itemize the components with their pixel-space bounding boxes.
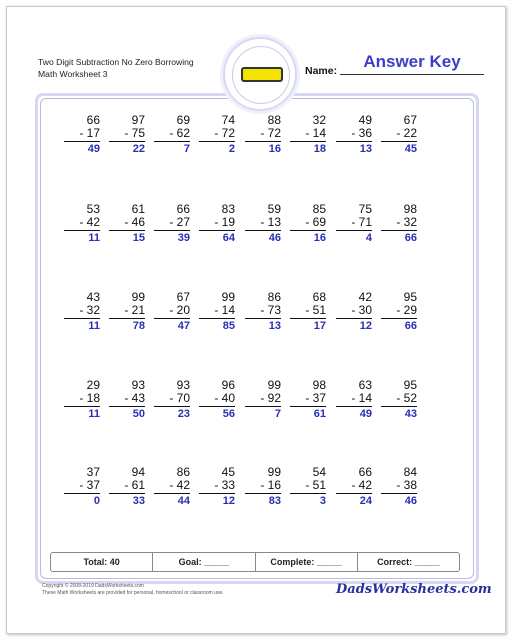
subtrahend: - 14 (214, 303, 235, 317)
answer: 49 (359, 408, 372, 420)
minuend: 54 (312, 465, 326, 479)
subtrahend: - 37 (79, 478, 100, 492)
footer-bar (50, 552, 460, 572)
answer: 18 (313, 143, 326, 155)
subtrahend: - 13 (260, 215, 281, 229)
minuend: 74 (221, 113, 235, 127)
answer: 44 (177, 495, 190, 507)
answer: 2 (228, 143, 235, 155)
subtrahend: - 42 (351, 478, 372, 492)
answer: 66 (404, 320, 417, 332)
minuend: 45 (221, 465, 235, 479)
footer-goal: Goal: _____ (153, 553, 255, 571)
minuend: 86 (267, 290, 281, 304)
subtrahend: - 46 (124, 215, 145, 229)
answer: 22 (132, 143, 145, 155)
problem-item (154, 379, 190, 421)
worksheet-title: Two Digit Subtraction No Zero Borrowing (38, 57, 194, 67)
minuend: 93 (176, 378, 190, 392)
problem-item (64, 379, 100, 421)
problem-item (290, 291, 326, 333)
answer: 3 (319, 495, 326, 507)
problem-item (64, 203, 100, 245)
subtrahend: - 22 (396, 126, 417, 140)
problem-item (245, 466, 281, 508)
subtrahend: - 36 (351, 126, 372, 140)
problem-item (245, 379, 281, 421)
subtrahend: - 42 (79, 215, 100, 229)
minuend: 99 (267, 378, 281, 392)
minuend: 98 (403, 202, 417, 216)
subtrahend: - 21 (124, 303, 145, 317)
answer: 83 (268, 495, 281, 507)
worksheet-subtitle: Math Worksheet 3 (38, 69, 108, 79)
subtrahend: - 18 (79, 391, 100, 405)
minuend: 85 (312, 202, 326, 216)
subtrahend: - 29 (396, 303, 417, 317)
problem-item (154, 466, 190, 508)
minuend: 67 (403, 113, 417, 127)
minuend: 66 (86, 113, 100, 127)
answer: 66 (404, 232, 417, 244)
problem-item (381, 203, 417, 245)
minuend: 95 (403, 378, 417, 392)
subtrahend: - 17 (79, 126, 100, 140)
problem-item (381, 466, 417, 508)
minuend: 86 (176, 465, 190, 479)
pencil-badge-inner (232, 46, 290, 104)
minuend: 84 (403, 465, 417, 479)
problem-item (109, 291, 145, 333)
answer: 64 (222, 232, 235, 244)
minuend: 99 (131, 290, 145, 304)
subtrahend: - 14 (305, 126, 326, 140)
answer: 46 (268, 232, 281, 244)
answer: 61 (313, 408, 326, 420)
minuend: 53 (86, 202, 100, 216)
problem-item (64, 114, 100, 156)
name-label: Name: (305, 65, 338, 77)
answer: 78 (132, 320, 145, 332)
answer: 85 (222, 320, 235, 332)
subtrahend: - 32 (396, 215, 417, 229)
problem-item (109, 114, 145, 156)
minuend: 63 (358, 378, 372, 392)
subtrahend: - 69 (305, 215, 326, 229)
answer: 24 (359, 495, 372, 507)
minuend: 66 (358, 465, 372, 479)
minuend: 93 (131, 378, 145, 392)
problem-item (336, 466, 372, 508)
subtrahend: - 72 (260, 126, 281, 140)
minuend: 37 (86, 465, 100, 479)
problem-item (381, 114, 417, 156)
problem-item (64, 466, 100, 508)
subtrahend: - 40 (214, 391, 235, 405)
answer: 17 (313, 320, 326, 332)
subtrahend: - 27 (169, 215, 190, 229)
answer: 11 (88, 232, 100, 244)
minuend: 88 (267, 113, 281, 127)
problem-item (154, 114, 190, 156)
answer: 13 (268, 320, 281, 332)
subtrahend: - 42 (169, 478, 190, 492)
minuend: 99 (221, 290, 235, 304)
pencil-badge (223, 37, 297, 111)
subtrahend: - 30 (351, 303, 372, 317)
answer: 11 (88, 408, 100, 420)
problem-item (381, 291, 417, 333)
problem-item (109, 379, 145, 421)
subtrahend: - 51 (305, 303, 326, 317)
minuend: 75 (358, 202, 372, 216)
subtrahend: - 37 (305, 391, 326, 405)
subtrahend: - 73 (260, 303, 281, 317)
name-underline (340, 74, 484, 75)
minuend: 96 (221, 378, 235, 392)
subtrahend: - 16 (260, 478, 281, 492)
minuend: 66 (176, 202, 190, 216)
footer-total: Total: 40 (51, 553, 153, 571)
problem-item (336, 114, 372, 156)
problem-item (290, 466, 326, 508)
copyright-notice (42, 583, 224, 596)
answer: 12 (359, 320, 372, 332)
minuend: 98 (312, 378, 326, 392)
answer: 4 (365, 232, 372, 244)
answer: 16 (268, 143, 281, 155)
problem-item (290, 203, 326, 245)
problem-item (199, 291, 235, 333)
subtrahend: - 14 (351, 391, 372, 405)
minuend: 59 (267, 202, 281, 216)
answer: 56 (222, 408, 235, 420)
answer-key-title: Answer Key (363, 52, 461, 71)
answer: 45 (404, 143, 417, 155)
problem-item (245, 291, 281, 333)
minuend: 69 (176, 113, 190, 127)
subtrahend: - 75 (124, 126, 145, 140)
subtrahend: - 43 (124, 391, 145, 405)
minuend: 61 (131, 202, 145, 216)
answer: 43 (404, 408, 417, 420)
problems-panel (35, 93, 479, 584)
footer-correct: Correct: _____ (377, 557, 440, 567)
answer: 23 (177, 408, 190, 420)
subtrahend: - 32 (79, 303, 100, 317)
minuend: 67 (176, 290, 190, 304)
answer: 16 (313, 232, 326, 244)
problem-item (290, 114, 326, 156)
subtrahend: - 71 (351, 215, 372, 229)
footer-complete: Complete: _____ (256, 553, 358, 571)
answer: 11 (88, 320, 100, 332)
subtrahend: - 70 (169, 391, 190, 405)
dadsworksheets-logo: DadsWorksheets.com (336, 582, 492, 597)
answer: 15 (132, 232, 145, 244)
minuend: 32 (312, 113, 326, 127)
pencil-icon (241, 67, 283, 82)
answer: 0 (93, 495, 100, 507)
problem-item (381, 379, 417, 421)
answer: 50 (132, 408, 145, 420)
subtrahend: - 19 (214, 215, 235, 229)
subtrahend: - 20 (169, 303, 190, 317)
subtrahend: - 38 (396, 478, 417, 492)
minuend: 68 (312, 290, 326, 304)
problem-item (336, 379, 372, 421)
minuend: 29 (86, 378, 100, 392)
problem-item (245, 203, 281, 245)
subtrahend: - 51 (305, 478, 326, 492)
minuend: 42 (358, 290, 372, 304)
minuend: 83 (221, 202, 235, 216)
problem-item (64, 291, 100, 333)
problem-item (199, 379, 235, 421)
problem-item (336, 291, 372, 333)
answer: 33 (132, 495, 145, 507)
subtrahend: - 72 (214, 126, 235, 140)
subtrahend: - 33 (214, 478, 235, 492)
minuend: 99 (267, 465, 281, 479)
subtrahend: - 52 (396, 391, 417, 405)
minuend: 94 (131, 465, 145, 479)
answer: 12 (222, 495, 235, 507)
usage-line: These Math Worksheets are provided for personal, homeschool or classroom use. (42, 589, 224, 596)
subtrahend: - 62 (169, 126, 190, 140)
answer: 46 (404, 495, 417, 507)
problem-item (290, 379, 326, 421)
problem-item (109, 466, 145, 508)
minuend: 49 (358, 113, 372, 127)
problem-item (199, 203, 235, 245)
subtrahend: - 61 (124, 478, 145, 492)
copyright-line: Copyright © 2008-2019 DadsWorksheets.com (42, 583, 144, 589)
minuend: 43 (86, 290, 100, 304)
problem-item (154, 203, 190, 245)
problem-item (199, 114, 235, 156)
problem-item (336, 203, 372, 245)
minuend: 97 (131, 113, 145, 127)
subtrahend: - 92 (260, 391, 281, 405)
answer: 7 (274, 408, 281, 420)
problem-item (109, 203, 145, 245)
problem-item (199, 466, 235, 508)
answer: 39 (177, 232, 190, 244)
problem-item (154, 291, 190, 333)
problem-item (245, 114, 281, 156)
answer: 47 (177, 320, 190, 332)
answer: 49 (87, 143, 100, 155)
minuend: 95 (403, 290, 417, 304)
answer: 13 (359, 143, 372, 155)
answer: 7 (183, 143, 190, 155)
